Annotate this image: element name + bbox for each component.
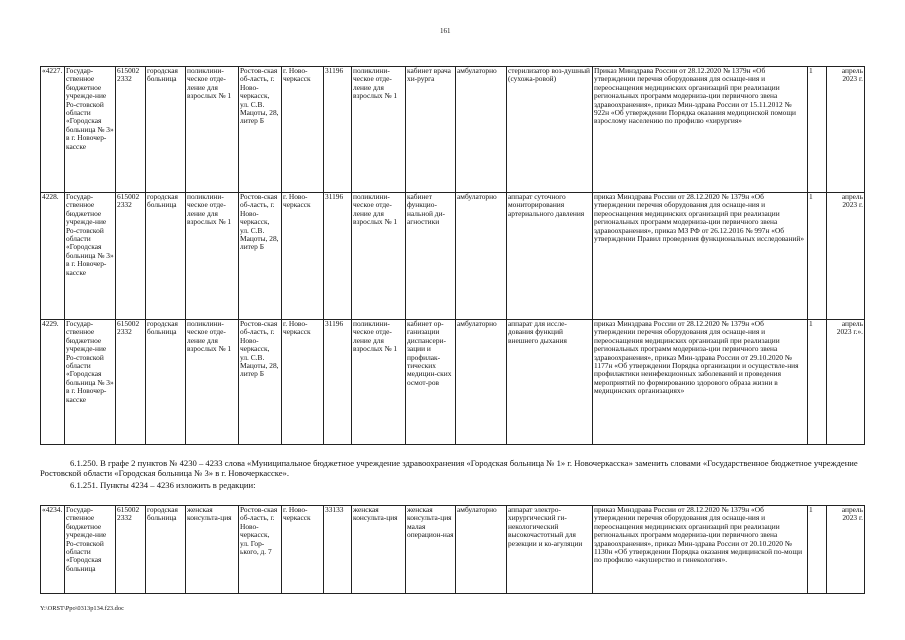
cell-care: амбулаторно — [456, 193, 507, 320]
equipment-table-top — [40, 66, 865, 445]
cell-type: городская больница — [146, 320, 186, 445]
cell-oktmo: 31196 — [324, 193, 352, 320]
cell-equipment: аппарат электро-хирургический ги-некологический высокочастотный для резекции и ко-агуляции — [507, 506, 593, 594]
cell-city: г. Ново-черкасск — [282, 320, 324, 445]
table-row — [41, 320, 865, 445]
cell-care: амбулаторно — [456, 506, 507, 594]
cell-num: 4228. — [41, 193, 65, 320]
cell-room: кабинет врача хи-рурга — [406, 67, 456, 193]
table-row — [41, 193, 865, 320]
cell-city: г. Ново-черкасск — [282, 506, 324, 594]
cell-date: апрель 2023 г.». — [827, 320, 865, 445]
cell-care: амбулаторно — [456, 320, 507, 445]
cell-dept: поликлини-ческое отде-ление для взрослых № 1 — [186, 67, 239, 193]
cell-care: амбулаторно — [456, 67, 507, 193]
cell-city: г. Ново-черкасск — [282, 67, 324, 193]
cell-address: Ростов-ская об-ласть, г. Ново-черкасск, ул. Гор-ького, д. 7 — [239, 506, 282, 594]
cell-room: женская консульта-ция малая операцион-ная — [406, 506, 456, 594]
cell-type: городская больница — [146, 506, 186, 594]
cell-room: кабинет ор-ганизации диспансери-зации и профилак-тических медицин-ских осмот-ров — [406, 320, 456, 445]
cell-date: апрель 2023 г. — [827, 193, 865, 320]
cell-equipment: аппарат для иссле-дования функций внешнего дыхания — [507, 320, 593, 445]
page-number: 161 — [440, 27, 451, 35]
cell-qty: 1 — [808, 67, 827, 193]
cell-code: 615002 2332 — [116, 67, 146, 193]
cell-date: апрель 2023 г. — [827, 67, 865, 193]
cell-org: Государ-ственное бюджетное учрежде-ние Ро-стовской области «Городская больница № 3» в г. Новочер-касске — [65, 193, 116, 320]
cell-org: Государ-ственное бюджетное учрежде-ние Ро-стовской области «Городская больница № 3» в г. Новочер-касске — [65, 320, 116, 445]
cell-basis: приказ Минздрава России от 28.12.2020 № 1379н «Об утверждении перечня оборудования для оснаще-ния и переоснащения медицинских организаций при реализации региональных программ модерниза-ции первичного звена здравоохранения», приказ Мин-здрава России от 29.10.2020 № 1177н «Об утверждении Порядка организации и осуществле-ния профилактики неинфекционных заболеваний и проведения мероприятий по формированию здорового образа жизни в медицинских организациях» — [593, 320, 808, 445]
equipment-table-bottom — [40, 505, 865, 594]
cell-code: 615002 2332 — [116, 320, 146, 445]
file-path-footer: Y:\ORST\Ppo\0313p134.f23.doc — [40, 605, 124, 612]
cell-code: 615002 2332 — [116, 193, 146, 320]
paragraph-6-1-250: 6.1.250. В графе 2 пунктов № 4230 – 4233 слова «Муниципальное бюджетное учреждение здравоохранения «Городская больница № 1» г. Новочеркасска» заменить словами «Государственное бюджетное учреждение Ростовской области «Городская больница № 3» в г. Новочеркасске». — [40, 458, 858, 478]
cell-subdept: поликлини-ческое отде-ление для взрослых № 1 — [352, 67, 406, 193]
cell-num: «4234. — [41, 506, 65, 594]
cell-equipment: стерилизатор воз-душный (сухожа-ровой) — [507, 67, 593, 193]
table-row — [41, 506, 865, 594]
cell-address: Ростов-ская об-ласть, г. Ново-черкасск, ул. С.В. Мацоты, 28, литер Б — [239, 320, 282, 445]
cell-address: Ростов-ская об-ласть, г. Ново-черкасск, ул. С.В. Мацоты, 28, литер Б — [239, 193, 282, 320]
cell-subdept: поликлини-ческое отде-ление для взрослых № 1 — [352, 193, 406, 320]
cell-equipment: аппарат суточного мониторирования артериального давления — [507, 193, 593, 320]
cell-org: Государ-ственное бюджетное учрежде-ние Ро-стовской области «Городская больница № 3» в г. Новочер-касске — [65, 67, 116, 193]
cell-type: городская больница — [146, 67, 186, 193]
cell-basis: приказ Минздрава России от 28.12.2020 № 1379н «Об утверждении перечня оборудования для оснаще-ния и переоснащения медицинских организаций при реализации региональных программ модерниза-ции первичного звена здравоохранения», приказ Мин-здрава России от 20.10.2020 № 1130н «Об утверждении Порядка оказания медицинской по-мощи по профилю «акушерство и гинекология». — [593, 506, 808, 594]
cell-date: апрель 2023 г. — [827, 506, 865, 594]
cell-subdept: женская консульта-ция — [352, 506, 406, 594]
cell-code: 615002 2332 — [116, 506, 146, 594]
cell-city: г. Ново-черкасск — [282, 193, 324, 320]
cell-type: городская больница — [146, 193, 186, 320]
cell-num: «4227. — [41, 67, 65, 193]
cell-qty: 1 — [808, 320, 827, 445]
cell-dept: поликлини-ческое отде-ление для взрослых № 1 — [186, 320, 239, 445]
cell-qty: 1 — [808, 193, 827, 320]
cell-dept: женская консульта-ция — [186, 506, 239, 594]
cell-num: 4229. — [41, 320, 65, 445]
paragraph-6-1-251: 6.1.251. Пункты 4234 – 4236 изложить в редакции: — [70, 480, 256, 490]
cell-org: Государ-ственное бюджетное учрежде-ние Ро-стовской области «Городская больница — [65, 506, 116, 594]
cell-basis: Приказ Минздрава России от 28.12.2020 № 1379н «Об утверждении перечня оборудования для оснаще-ния и переоснащения медицинских организаций при реализации региональных программ модерниза-ции первичного звена здравоохранения», приказ Мин-здрава России от 15.11.2012 № 922н «Об утверждении Порядка оказания медицинской помощи взрослому населению по профилю «хирургия» — [593, 67, 808, 193]
cell-subdept: поликлини-ческое отде-ление для взрослых № 1 — [352, 320, 406, 445]
cell-oktmo: 31196 — [324, 67, 352, 193]
cell-oktmo: 33133 — [324, 506, 352, 594]
table-row — [41, 67, 865, 193]
cell-oktmo: 31196 — [324, 320, 352, 445]
cell-qty: 1 — [808, 506, 827, 594]
cell-dept: поликлини-ческое отде-ление для взрослых № 1 — [186, 193, 239, 320]
cell-basis: приказ Минздрава России от 28.12.2020 № 1379н «Об утверждении перечня оборудования для оснаще-ния и переоснащения медицинских организаций при реализации региональных программ модерниза-ции первичного звена здравоохранения», приказ МЗ РФ от 26.12.2016 № 997н «Об утверждении Правил проведения функциональных исследований» — [593, 193, 808, 320]
cell-address: Ростов-ская об-ласть, г. Ново-черкасск, ул. С.В. Мацоты, 28, литер Б — [239, 67, 282, 193]
cell-room: кабинет функцио-нальной ди-агностики — [406, 193, 456, 320]
